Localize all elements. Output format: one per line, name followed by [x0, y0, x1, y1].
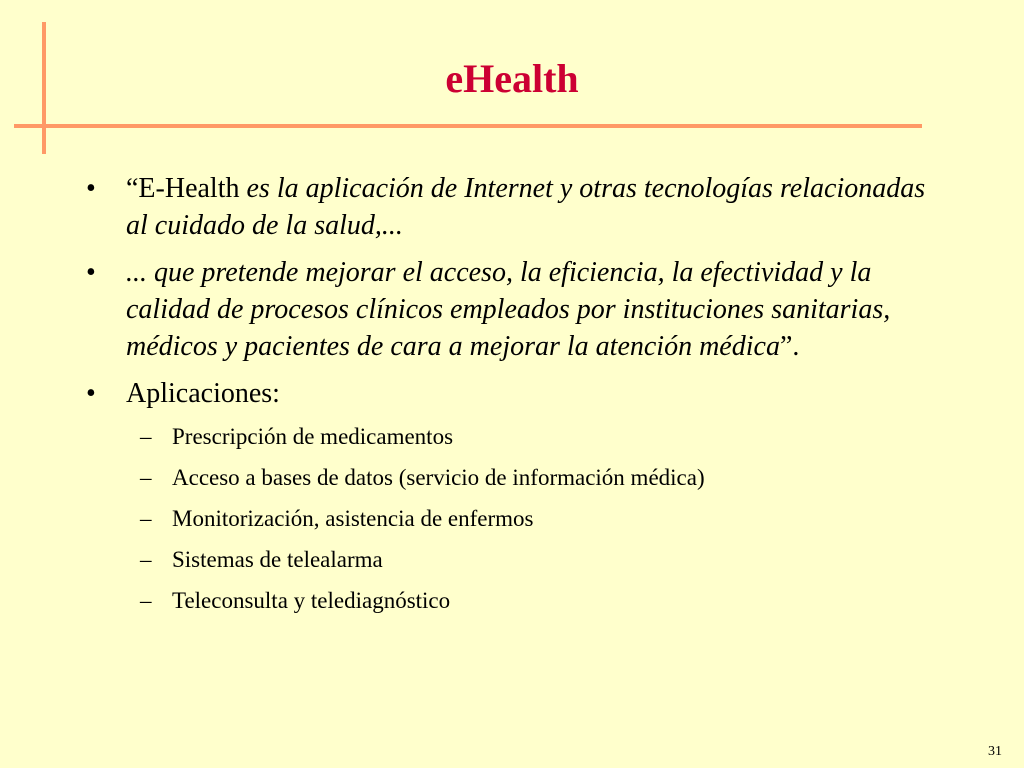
- application-label: Teleconsulta y telediagnóstico: [172, 588, 451, 613]
- application-item-telealarm: [86, 545, 946, 575]
- bullet-item-definition: [86, 170, 946, 244]
- dash-icon: –: [140, 465, 152, 490]
- dash-icon: –: [140, 588, 152, 613]
- bullet-item-applications: [86, 375, 946, 412]
- bullet-item-purpose: [86, 254, 946, 365]
- bullet-text-italic: es la aplicación de Internet y otras tecnologías relacionadas al cuidado de la salud,...: [126, 173, 926, 241]
- dash-icon: –: [140, 506, 152, 531]
- application-item-database-access: [86, 463, 946, 493]
- application-item-monitoring: [86, 504, 946, 534]
- slide-title: eHealth: [445, 56, 579, 101]
- decorative-horizontal-line: [14, 124, 922, 128]
- application-label: Sistemas de telealarma: [172, 547, 383, 572]
- application-label: Prescripción de medicamentos: [172, 424, 454, 449]
- application-label: Acceso a bases de datos (servicio de información médica): [172, 465, 705, 490]
- application-label: Monitorización, asistencia de enfermos: [172, 506, 534, 531]
- dash-icon: –: [140, 424, 152, 449]
- page-number: 31: [988, 744, 1002, 759]
- bullet-text-plain: Aplicaciones:: [126, 378, 280, 409]
- bullet-icon: •: [86, 378, 96, 409]
- slide-content: [86, 170, 946, 627]
- bullet-icon: •: [86, 173, 96, 204]
- application-item-teleconsultation: [86, 586, 946, 616]
- application-item-prescription: [86, 422, 946, 452]
- bullet-text-italic: ... que pretende mejorar el acceso, la eficiencia, la efectividad y la calidad de procesos clínicos empleados por instituciones sanitarias, médicos y pacientes de cara a mejorar la atención médica: [126, 257, 891, 362]
- bullet-icon: •: [86, 257, 96, 288]
- applications-list: [86, 422, 946, 616]
- dash-icon: –: [140, 547, 152, 572]
- bullet-text-plain: ”.: [779, 331, 800, 362]
- bullet-text-plain: “E-Health: [126, 173, 247, 204]
